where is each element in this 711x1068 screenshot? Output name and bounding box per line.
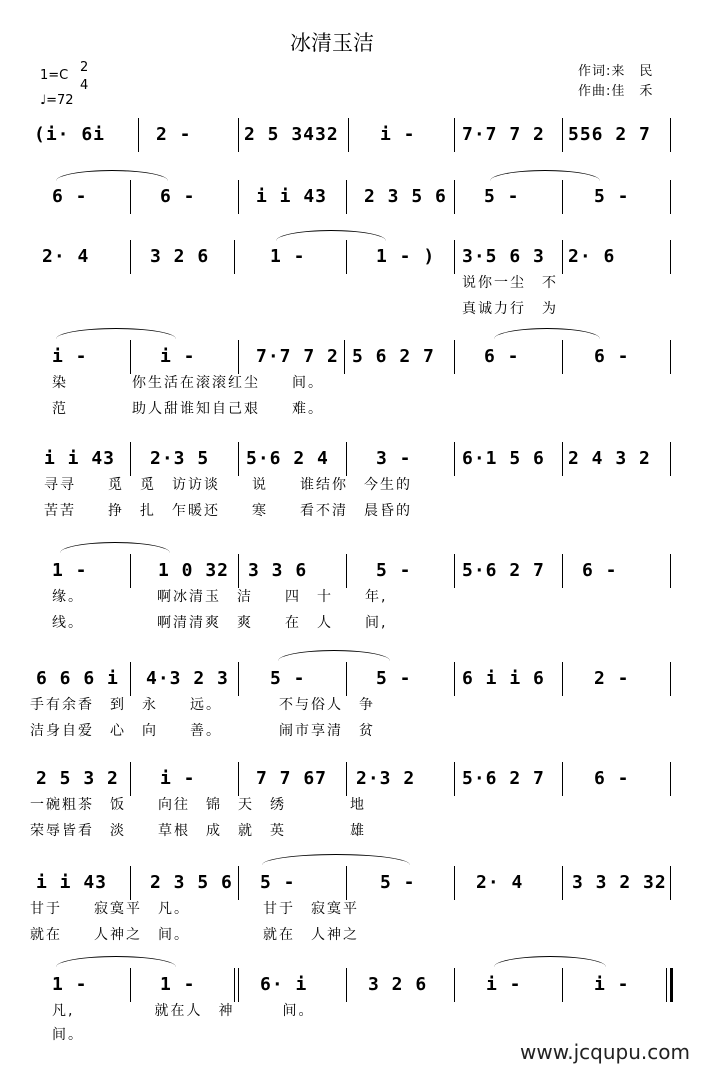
measure-notes: 5 6 2 7 <box>352 346 435 367</box>
composer-credit: 作曲:佳 禾 <box>578 84 654 99</box>
measure-notes: i - <box>160 346 196 367</box>
measure-notes: i - <box>486 974 522 995</box>
measure-notes: 6 - <box>484 346 520 367</box>
barline <box>670 340 671 374</box>
barline <box>454 442 455 476</box>
barline <box>130 340 131 374</box>
key-signature: 1=C <box>40 68 69 83</box>
barline <box>238 118 239 152</box>
measure-row <box>34 442 674 476</box>
measure-notes: 2· 4 <box>476 872 524 893</box>
measure-notes: 2· 4 <box>42 246 90 267</box>
barline <box>130 866 131 900</box>
measure-notes: 7·7 7 2 <box>462 124 545 145</box>
measure-notes: i - <box>380 124 416 145</box>
measure-row <box>34 180 674 214</box>
barline <box>346 968 347 1002</box>
measure-row <box>34 240 674 274</box>
measure-notes: 7·7 7 2 <box>256 346 339 367</box>
measure-notes: 5·6 2 7 <box>462 560 545 581</box>
measure-notes: 2 5 3 2 <box>36 768 119 789</box>
measure-row <box>34 866 674 900</box>
barline <box>238 340 239 374</box>
barline <box>562 442 563 476</box>
barline <box>670 442 671 476</box>
repeat-barline <box>238 968 239 1002</box>
measure-notes: 6 i i 6 <box>462 668 545 689</box>
measure-notes: 1 - <box>270 246 306 267</box>
barline <box>346 866 347 900</box>
measure-notes: i - <box>160 768 196 789</box>
time-signature-bottom: 4 <box>80 78 89 93</box>
lyrics-verse-2: 苦苦 挣 扎 乍暖还 寒 看不清 晨昏的 <box>44 503 412 519</box>
barline <box>670 762 671 796</box>
barline <box>454 662 455 696</box>
measure-notes: 3 2 6 <box>150 246 210 267</box>
barline <box>238 442 239 476</box>
barline <box>670 240 671 274</box>
measure-notes: 2 4 3 2 <box>568 448 651 469</box>
measure-notes: 5 - <box>380 872 416 893</box>
measure-notes: 1 - <box>52 974 88 995</box>
measure-notes: 2·3 5 <box>150 448 210 469</box>
barline <box>454 762 455 796</box>
barline <box>346 240 347 274</box>
lyrics-verse-1: 凡, 就在人 神 间。 <box>52 1003 315 1019</box>
lyrics-verse-2: 洁身自爱 心 向 善。 闹市享清 贫 <box>30 723 375 739</box>
measure-notes: 1 - ) <box>376 246 436 267</box>
tempo-marking: ♩=72 <box>40 93 74 108</box>
measure-notes: i i 43 <box>36 872 108 893</box>
measure-notes: 2 - <box>156 124 192 145</box>
barline <box>130 554 131 588</box>
measure-notes: 3 3 6 <box>248 560 308 581</box>
measure-notes: 6· i <box>260 974 308 995</box>
measure-notes: 2· 6 <box>568 246 616 267</box>
measure-notes: 3 - <box>376 448 412 469</box>
barline <box>562 554 563 588</box>
measure-notes: 6 - <box>594 346 630 367</box>
repeat-barline <box>234 968 235 1002</box>
measure-notes: 1 0 32 <box>158 560 230 581</box>
barline <box>670 118 671 152</box>
measure-notes: 3·5 6 3 <box>462 246 545 267</box>
barline <box>234 240 235 274</box>
measure-notes: 5·6 2 4 <box>246 448 329 469</box>
slur <box>56 956 176 967</box>
measure-notes: i - <box>52 346 88 367</box>
barline <box>454 340 455 374</box>
final-barline-thick <box>670 968 673 1002</box>
slur <box>278 650 390 661</box>
barline <box>454 554 455 588</box>
measure-notes: 5 - <box>594 186 630 207</box>
measure-notes: 5 - <box>376 560 412 581</box>
barline <box>562 866 563 900</box>
barline <box>562 118 563 152</box>
barline <box>348 118 349 152</box>
barline <box>130 442 131 476</box>
final-barline-thin <box>666 968 667 1002</box>
measure-notes: 3 3 2 32 <box>572 872 667 893</box>
barline <box>670 554 671 588</box>
measure-row <box>34 968 674 1002</box>
slur <box>494 328 600 339</box>
barline <box>346 180 347 214</box>
slur <box>60 542 170 553</box>
barline <box>454 118 455 152</box>
measure-notes: i i 43 <box>256 186 328 207</box>
lyrics-verse-2: 真诚力行 为 <box>462 301 558 317</box>
measure-row <box>34 554 674 588</box>
measure-notes: 6 - <box>582 560 618 581</box>
measure-notes: 5 - <box>376 668 412 689</box>
measure-notes: 7 7 67 <box>256 768 328 789</box>
barline <box>670 180 671 214</box>
measure-notes: i i 43 <box>44 448 116 469</box>
barline <box>130 968 131 1002</box>
barline <box>130 180 131 214</box>
lyrics-verse-1: 手有余香 到 永 远。 不与俗人 争 <box>30 697 375 713</box>
barline <box>238 554 239 588</box>
song-title: 冰清玉洁 <box>290 31 374 55</box>
measure-notes: 4·3 2 3 <box>146 668 229 689</box>
measure-row <box>34 662 674 696</box>
lyricist-credit: 作词:来 民 <box>578 64 654 79</box>
barline <box>454 866 455 900</box>
lyrics-verse-2: 范 助人甜谁知自己艰 难。 <box>52 401 324 417</box>
time-signature-top: 2 <box>80 60 89 75</box>
measure-notes: (i· 6i <box>34 124 106 145</box>
measure-notes: 6 6 6 i <box>36 668 119 689</box>
barline <box>238 662 239 696</box>
lyrics-verse-2: 间。 <box>52 1027 84 1043</box>
credits <box>578 62 653 102</box>
measure-notes: 5 - <box>270 668 306 689</box>
measure-notes: 2 3 5 6 <box>150 872 233 893</box>
barline <box>346 554 347 588</box>
lyrics-verse-1: 甘于 寂寞平 凡。 甘于 寂寞平 <box>30 901 359 917</box>
lyrics-verse-1: 缘。 啊冰清玉 洁 四 十 年, <box>52 589 388 605</box>
barline <box>454 240 455 274</box>
barline <box>562 968 563 1002</box>
barline <box>454 180 455 214</box>
measure-notes: 5 - <box>260 872 296 893</box>
measure-notes: 2 5 3432 <box>244 124 339 145</box>
measure-notes: 6·1 5 6 <box>462 448 545 469</box>
lyrics-verse-1: 说你一尘 不 <box>462 275 558 291</box>
measure-notes: 1 - <box>52 560 88 581</box>
barline <box>346 662 347 696</box>
barline <box>130 240 131 274</box>
measure-row <box>34 340 674 374</box>
measure-notes: 6 - <box>52 186 88 207</box>
measure-notes: 5·6 2 7 <box>462 768 545 789</box>
slur <box>56 328 176 339</box>
barline <box>344 340 345 374</box>
barline <box>138 118 139 152</box>
barline <box>562 240 563 274</box>
barline <box>454 968 455 1002</box>
lyrics-verse-2: 荣辱皆看 淡 草根 成 就 英 雄 <box>30 823 366 839</box>
measure-notes: 556 2 7 <box>568 124 651 145</box>
barline <box>670 866 671 900</box>
measure-notes: i - <box>594 974 630 995</box>
barline <box>238 866 239 900</box>
site-watermark: www.jcqupu.com <box>520 1040 690 1064</box>
lyrics-verse-2: 线。 啊清清爽 爽 在 人 间, <box>52 615 388 631</box>
slur <box>494 956 606 967</box>
lyrics-verse-2: 就在 人神之 间。 就在 人神之 <box>30 927 359 943</box>
lyrics-verse-1: 染 你生活在滚滚红尘 间。 <box>52 375 324 391</box>
barline <box>238 762 239 796</box>
measure-notes: 2·3 2 <box>356 768 416 789</box>
measure-notes: 6 - <box>160 186 196 207</box>
barline <box>238 180 239 214</box>
barline <box>562 662 563 696</box>
measure-notes: 6 - <box>594 768 630 789</box>
lyrics-verse-1: 寻寻 觅 觅 访访谈 说 谁结你 今生的 <box>44 477 412 493</box>
measure-row <box>34 762 674 796</box>
measure-notes: 2 3 5 6 <box>364 186 447 207</box>
barline <box>562 180 563 214</box>
measure-notes: 2 - <box>594 668 630 689</box>
slur <box>262 854 410 865</box>
measure-notes: 1 - <box>160 974 196 995</box>
barline <box>130 762 131 796</box>
measure-notes: 5 - <box>484 186 520 207</box>
barline <box>346 442 347 476</box>
barline <box>562 762 563 796</box>
measure-notes: 3 2 6 <box>368 974 428 995</box>
barline <box>670 662 671 696</box>
lyrics-verse-1: 一碗粗茶 饭 向往 锦 天 绣 地 <box>30 797 366 813</box>
barline <box>130 662 131 696</box>
barline <box>562 340 563 374</box>
measure-row <box>34 118 674 152</box>
barline <box>346 762 347 796</box>
